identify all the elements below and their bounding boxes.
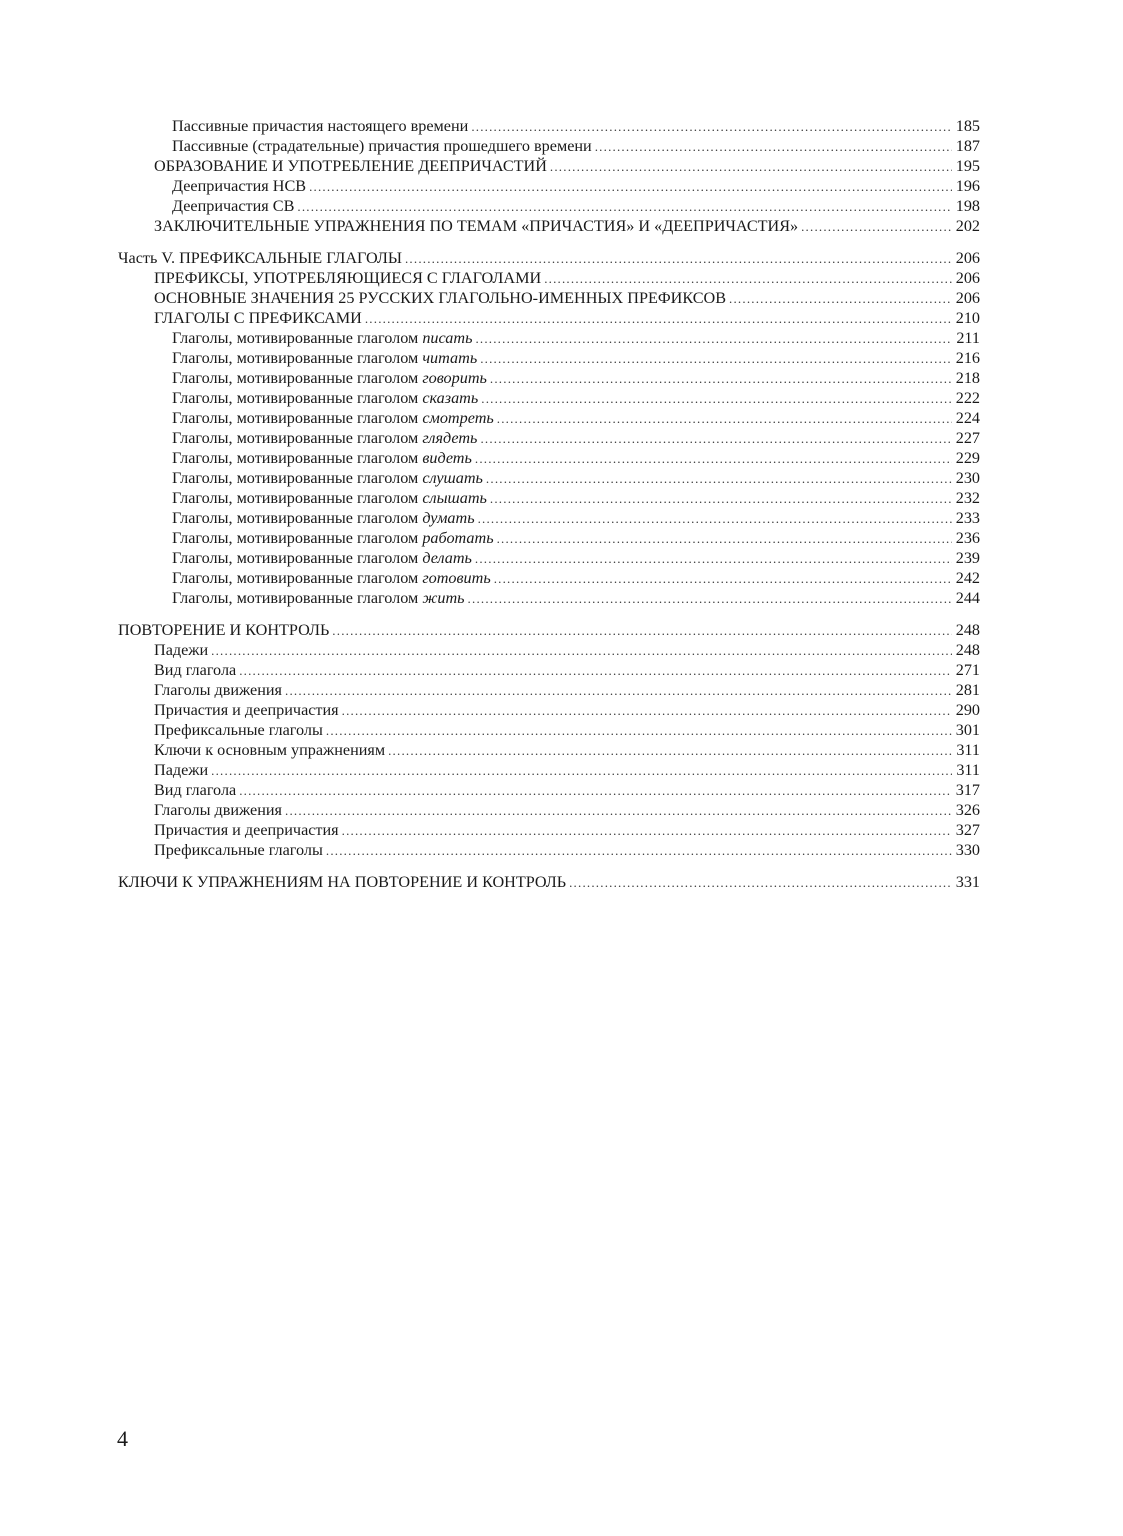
toc-dot-leader (480, 429, 952, 449)
toc-dot-leader (569, 873, 952, 893)
toc-entry-text: ГЛАГОЛЫ С ПРЕФИКСАМИ (154, 309, 362, 327)
toc-entry-title (118, 248, 402, 268)
toc-entry (118, 508, 980, 528)
toc-entry-page: 211 (956, 329, 980, 347)
toc-entry-text: Префиксальные глаголы (154, 721, 323, 739)
toc-dot-leader (239, 661, 952, 681)
toc-entry-text: Глаголы, мотивированные глаголом (172, 349, 423, 367)
toc-dot-leader (475, 449, 952, 469)
toc-entry-page: 233 (955, 509, 980, 527)
toc-entry-page: 236 (955, 529, 980, 547)
toc-entry (118, 568, 980, 588)
toc-entry-page: 242 (955, 569, 980, 587)
toc-entry (118, 700, 980, 720)
toc-entry-page: 330 (955, 841, 980, 859)
toc-entry-text: Глаголы, мотивированные глаголом (172, 509, 423, 527)
toc-entry-title (154, 720, 323, 740)
toc-entry-text: Глаголы, мотивированные глаголом (172, 529, 423, 547)
toc-dot-leader (595, 137, 952, 157)
toc-entry-page: 290 (955, 701, 980, 719)
toc-entry-title (154, 820, 339, 840)
toc-dot-leader (497, 409, 952, 429)
toc-entry-text: ОСНОВНЫЕ ЗНАЧЕНИЯ 25 РУССКИХ ГЛАГОЛЬНО-ИМЕННЫХ ПРЕФИКСОВ (154, 289, 727, 307)
toc-entry-text: ПРЕФИКСЫ, УПОТРЕБЛЯЮЩИЕСЯ С ГЛАГОЛАМИ (154, 269, 542, 287)
toc-entry-page: 327 (955, 821, 980, 839)
toc-entry-title (172, 328, 472, 348)
toc-entry-text: ОБРАЗОВАНИЕ И УПОТРЕБЛЕНИЕ ДЕЕПРИЧАСТИЙ (154, 157, 547, 175)
toc-entry-text: Глаголы, мотивированные глаголом (172, 329, 423, 347)
toc-dot-leader (471, 117, 952, 137)
toc-entry-title (172, 348, 477, 368)
toc-entry (118, 408, 980, 428)
toc-entry-page: 311 (956, 761, 980, 779)
toc-entry-title (154, 800, 282, 820)
toc-entry-title (172, 368, 487, 388)
toc-entry-page: 239 (955, 549, 980, 567)
page-number: 4 (117, 1426, 128, 1451)
toc-entry-page: 218 (955, 369, 980, 387)
toc-dot-leader (342, 821, 952, 841)
toc-entry (118, 820, 980, 840)
toc-entry-verb: делать (422, 549, 472, 567)
toc-entry-text: Глаголы движения (154, 681, 282, 699)
toc-dot-leader (239, 781, 952, 801)
toc-entry-text: Причастия и деепричастия (154, 821, 339, 839)
toc-entry-title (172, 408, 494, 428)
toc-entry-text: Глаголы, мотивированные глаголом (172, 449, 423, 467)
toc-entry-text: Глаголы, мотивированные глаголом (172, 469, 423, 487)
toc-entry-verb: читать (422, 349, 478, 367)
toc-entry (118, 640, 980, 660)
toc-entry (118, 468, 980, 488)
toc-entry-text: Глаголы, мотивированные глаголом (172, 429, 423, 447)
toc-entry-text: Глаголы, мотивированные глаголом (172, 489, 423, 507)
toc-dot-leader (494, 569, 952, 589)
toc-entry-title (154, 216, 798, 236)
toc-entry (118, 388, 980, 408)
toc-entry-page: 206 (955, 289, 980, 307)
toc-entry-page: 301 (955, 721, 980, 739)
toc-entry-title (154, 700, 339, 720)
toc-entry (118, 348, 980, 368)
toc-dot-leader (388, 741, 952, 761)
toc-entry-page: 281 (955, 681, 980, 699)
toc-entry-verb: писать (422, 329, 473, 347)
toc-entry-text: Часть V. ПРЕФИКСАЛЬНЫЕ ГЛАГОЛЫ (118, 249, 402, 267)
toc-entry-verb: слушать (422, 469, 483, 487)
toc-entry-page: 331 (955, 873, 980, 891)
toc-entry-page: 187 (955, 137, 980, 155)
toc-entry-text: Падежи (154, 641, 209, 659)
toc-entry-text: ПОВТОРЕНИЕ И КОНТРОЛЬ (118, 621, 330, 639)
toc-entry-verb: работать (422, 529, 494, 547)
toc-entry-text: Глаголы, мотивированные глаголом (172, 589, 423, 607)
toc-entry-verb: глядеть (422, 429, 478, 447)
toc-entry-page: 206 (955, 269, 980, 287)
toc-entry-title (118, 620, 329, 640)
toc-entry-page: 326 (955, 801, 980, 819)
toc-entry-page: 271 (955, 661, 980, 679)
toc-entry-title (154, 680, 282, 700)
toc-dot-leader (486, 469, 952, 489)
toc-entry-title (154, 760, 208, 780)
toc-entry-text: Глаголы, мотивированные глаголом (172, 369, 423, 387)
toc-entry-text: Префиксальные глаголы (154, 841, 323, 859)
toc-dot-leader (544, 269, 952, 289)
toc-entry-verb: жить (422, 589, 465, 607)
toc-entry-title (172, 508, 475, 528)
toc-entry-title (154, 288, 726, 308)
toc-entry-text: КЛЮЧИ К УПРАЖНЕНИЯМ НА ПОВТОРЕНИЕ И КОНТРОЛЬ (118, 873, 567, 891)
toc-entry (118, 176, 980, 196)
toc-entry-title (172, 428, 477, 448)
toc-entry-text: Деепричастия СВ (172, 197, 295, 215)
toc-dot-leader (285, 681, 952, 701)
toc-entry (118, 448, 980, 468)
toc-entry (118, 620, 980, 640)
toc-entry-text: Глаголы, мотивированные глаголом (172, 409, 423, 427)
toc-entry (118, 156, 980, 176)
toc-entry-text: Пассивные причастия настоящего времени (172, 117, 469, 135)
toc-entry (118, 660, 980, 680)
toc-dot-leader (468, 589, 952, 609)
toc-entry-title (154, 660, 236, 680)
toc-dot-leader (490, 489, 952, 509)
toc-entry-text: Глаголы, мотивированные глаголом (172, 569, 423, 587)
toc-entry-page: 248 (955, 621, 980, 639)
toc-entry-title (154, 268, 541, 288)
toc-dot-leader (332, 621, 952, 641)
toc-entry-page: 195 (955, 157, 980, 175)
toc-entry-text: Деепричастия НСВ (172, 177, 307, 195)
toc-entry (118, 588, 980, 608)
toc-dot-leader (729, 289, 952, 309)
toc-dot-leader (326, 841, 952, 861)
toc-entry (118, 248, 980, 268)
toc-dot-leader (481, 389, 952, 409)
toc-entry-title (154, 640, 208, 660)
toc-entry-title (154, 156, 547, 176)
toc-entry-page: 222 (955, 389, 980, 407)
toc-entry-verb: говорить (422, 369, 487, 387)
toc-entry (118, 740, 980, 760)
toc-entry (118, 328, 980, 348)
toc-entry-title (172, 176, 306, 196)
toc-entry-text: Падежи (154, 761, 209, 779)
toc-entry-title (154, 780, 236, 800)
toc-entry-title (172, 488, 487, 508)
toc-dot-leader (550, 157, 952, 177)
toc-dot-leader (475, 329, 952, 349)
toc-entry (118, 488, 980, 508)
toc-dot-leader (478, 509, 952, 529)
toc-entry-text: Причастия и деепричастия (154, 701, 339, 719)
toc-entry-title (172, 196, 294, 216)
toc-entry-page: 216 (955, 349, 980, 367)
toc-entry-page: 227 (955, 429, 980, 447)
toc-entry-title (172, 116, 468, 136)
toc-dot-leader (801, 217, 952, 237)
toc-dot-leader (211, 761, 952, 781)
toc-entry-page: 202 (955, 217, 980, 235)
toc-entry-verb: сказать (422, 389, 479, 407)
toc-entry-page: 210 (955, 309, 980, 327)
toc-entry-text: Вид глагола (154, 781, 237, 799)
toc-entry (118, 216, 980, 236)
toc-entry-page: 248 (955, 641, 980, 659)
toc-entry (118, 308, 980, 328)
toc-entry (118, 548, 980, 568)
toc-dot-leader (297, 197, 952, 217)
toc-entry (118, 368, 980, 388)
toc-entry-verb: думать (422, 509, 475, 527)
toc-entry-page: 311 (956, 741, 980, 759)
toc-entry (118, 780, 980, 800)
toc-entry-title (172, 136, 592, 156)
toc-entry-text: ЗАКЛЮЧИТЕЛЬНЫЕ УПРАЖНЕНИЯ ПО ТЕМАМ «ПРИЧАСТИЯ» И «ДЕЕПРИЧАСТИЯ» (154, 217, 799, 235)
toc-entry-title (172, 468, 483, 488)
toc-entry-verb: смотреть (422, 409, 494, 427)
toc-entry-title (172, 528, 494, 548)
toc-dot-leader (326, 721, 952, 741)
toc-entry-text: Вид глагола (154, 661, 237, 679)
toc-dot-leader (309, 177, 952, 197)
toc-dot-leader (480, 349, 952, 369)
toc-entry-text: Глаголы движения (154, 801, 282, 819)
toc-entry (118, 872, 980, 892)
toc-entry-verb: готовить (422, 569, 491, 587)
toc-entry-verb: видеть (422, 449, 472, 467)
toc-entry (118, 528, 980, 548)
toc-entry-page: 196 (955, 177, 980, 195)
toc-entry-page: 244 (955, 589, 980, 607)
toc-entry-page: 198 (955, 197, 980, 215)
toc-entry-title (154, 740, 385, 760)
table-of-contents (118, 116, 980, 892)
toc-entry-text: Глаголы, мотивированные глаголом (172, 549, 423, 567)
toc-entry (118, 800, 980, 820)
toc-entry (118, 196, 980, 216)
toc-dot-leader (405, 249, 952, 269)
toc-entry-title (172, 568, 491, 588)
toc-entry-page: 206 (955, 249, 980, 267)
toc-entry-page: 224 (955, 409, 980, 427)
toc-entry (118, 116, 980, 136)
toc-dot-leader (490, 369, 952, 389)
toc-entry-title (172, 388, 478, 408)
toc-entry (118, 428, 980, 448)
toc-entry-text: Ключи к основным упражнениям (154, 741, 386, 759)
toc-dot-leader (211, 641, 952, 661)
toc-entry-title (154, 308, 362, 328)
toc-dot-leader (497, 529, 952, 549)
toc-entry-page: 317 (955, 781, 980, 799)
toc-entry-title (172, 588, 465, 608)
toc-entry-page: 232 (955, 489, 980, 507)
toc-dot-leader (285, 801, 952, 821)
toc-entry (118, 720, 980, 740)
toc-dot-leader (342, 701, 952, 721)
toc-dot-leader (475, 549, 952, 569)
toc-entry (118, 136, 980, 156)
toc-dot-leader (365, 309, 952, 329)
toc-entry-title (118, 872, 566, 892)
toc-entry (118, 760, 980, 780)
toc-entry-title (154, 840, 323, 860)
toc-entry-page: 229 (955, 449, 980, 467)
toc-entry-title (172, 548, 472, 568)
toc-entry-text: Глаголы, мотивированные глаголом (172, 389, 423, 407)
toc-entry (118, 288, 980, 308)
toc-entry (118, 680, 980, 700)
toc-entry-page: 230 (955, 469, 980, 487)
toc-entry (118, 268, 980, 288)
toc-entry-text: Пассивные (страдательные) причастия прошедшего времени (172, 137, 592, 155)
toc-entry (118, 840, 980, 860)
toc-entry-title (172, 448, 472, 468)
toc-entry-page: 185 (955, 117, 980, 135)
toc-entry-verb: слышать (422, 489, 487, 507)
